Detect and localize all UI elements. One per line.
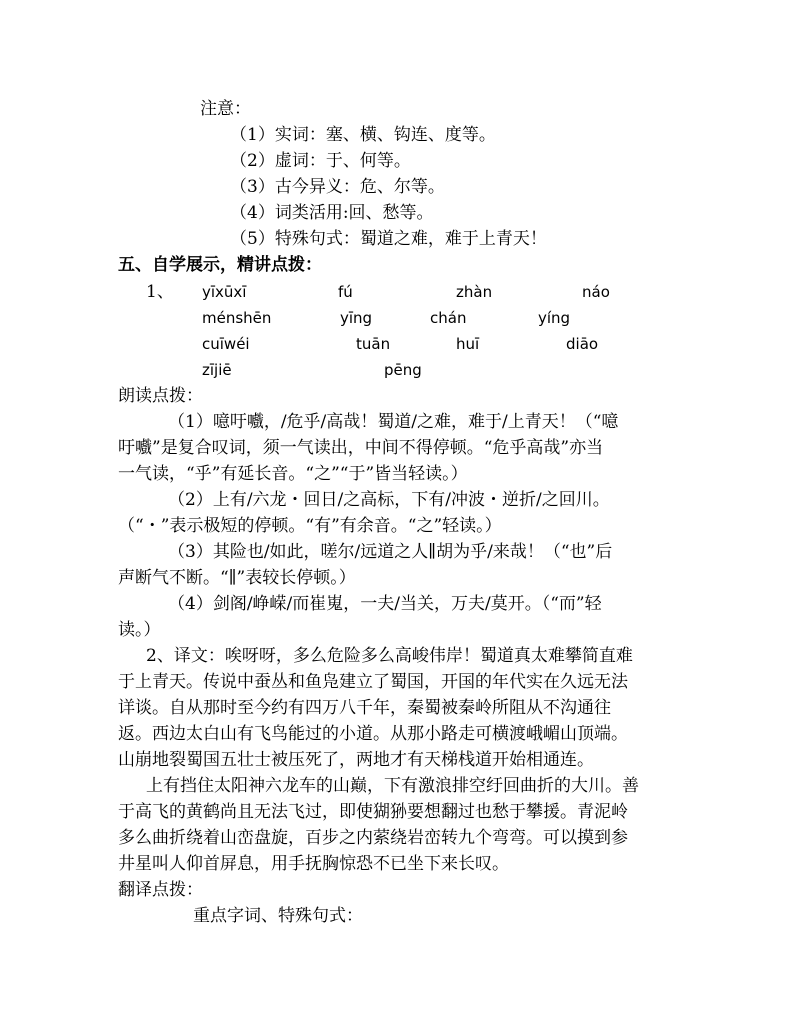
pinyin: huī — [456, 335, 480, 353]
reading-line: （4）剑阁/峥嵘/而崔嵬，一夫/当关，万夫/莫开。（“而”轻 — [168, 594, 602, 614]
reading-line: 一气读，“乎”有延长音。“之”“于”皆当轻读。） — [118, 464, 468, 484]
pinyin: yīxūxī — [202, 283, 247, 301]
translation-line: 山崩地裂蜀国五壮士被压死了，两地才有天梯栈道开始相通连。 — [118, 750, 594, 770]
pinyin: pēng — [384, 361, 422, 379]
translation-tips-heading: 翻译点拨： — [118, 880, 203, 900]
note-item-2: （2）虚词：于、何等。 — [230, 151, 411, 171]
reading-line: （3）其险也/如此，嗟尔/远道之人∥胡为乎/来哉！（“也”后 — [168, 542, 613, 562]
pinyin: fú — [338, 283, 353, 301]
translation-line: 井星叫人仰首屏息，用手抚胸惊恐不已坐下来长叹。 — [118, 854, 509, 874]
translation-line: 2、译文：唉呀呀，多么危险多么高峻伟岸！蜀道真太难攀简直难 — [146, 646, 633, 666]
pinyin: yīng — [340, 309, 373, 327]
note-item-4: （4）词类活用:回、愁等。 — [230, 203, 434, 223]
item-number: 1、 — [146, 282, 174, 302]
note-item-1: （1）实词：塞、横、钩连、度等。 — [230, 125, 496, 145]
reading-heading: 朗读点拨： — [118, 386, 203, 406]
pinyin: yíng — [538, 309, 571, 327]
reading-line: （1）噫吁嚱，/危乎/高哉！蜀道/之难，难于/上青天！（“噫 — [168, 412, 619, 432]
note-item-3: （3）古今异义：危、尔等。 — [230, 177, 445, 197]
pinyin: tuān — [356, 335, 391, 353]
translation-tips-subheading: 重点字词、特殊句式： — [193, 906, 363, 926]
section-heading: 五、自学展示，精讲点拨： — [118, 255, 322, 275]
reading-line: 读。） — [118, 620, 161, 640]
translation-line: 返。西边太白山有飞鸟能过的小道。从那小路走可横渡峨嵋山顶端。 — [118, 724, 628, 744]
pinyin: chán — [430, 309, 467, 327]
note-item-5: （5）特殊句式：蜀道之难，难于上青天！ — [230, 229, 547, 249]
pinyin: cuīwéi — [202, 335, 250, 353]
pinyin: diāo — [566, 335, 599, 353]
reading-line: 吁嚱”是复合叹词，须一气读出，中间不得停顿。“危乎高哉”亦当 — [118, 438, 604, 458]
pinyin: zhàn — [456, 283, 493, 301]
translation-line: 于上青天。传说中蚕丛和鱼凫建立了蜀国，开国的年代实在久远无法 — [118, 672, 628, 692]
pinyin: zījiē — [202, 361, 232, 379]
translation-line: 详谈。自从那时至今约有四万八千年，秦蜀被秦岭所阻从不沟通往 — [118, 698, 611, 718]
reading-line: （“・”表示极短的停顿。“有”有余音。“之”轻读。） — [118, 516, 502, 536]
translation-line: 上有挡住太阳神六龙车的山巅，下有激浪排空纡回曲折的大川。善 — [146, 776, 639, 796]
translation-line: 多么曲折绕着山峦盘旋，百步之内萦绕岩峦转九个弯弯。可以摸到参 — [118, 828, 628, 848]
reading-line: （2）上有/六龙・回日/之高标，下有/冲波・逆折/之回川。 — [168, 490, 610, 510]
pinyin: ménshēn — [202, 309, 272, 327]
reading-line: 声断气不断。“∥”表较长停顿。） — [118, 568, 356, 588]
notes-heading: 注意： — [200, 99, 251, 119]
translation-line: 于高飞的黄鹤尚且无法飞过，即使猢狲要想翻过也愁于攀援。青泥岭 — [118, 802, 628, 822]
pinyin: náo — [582, 283, 610, 301]
